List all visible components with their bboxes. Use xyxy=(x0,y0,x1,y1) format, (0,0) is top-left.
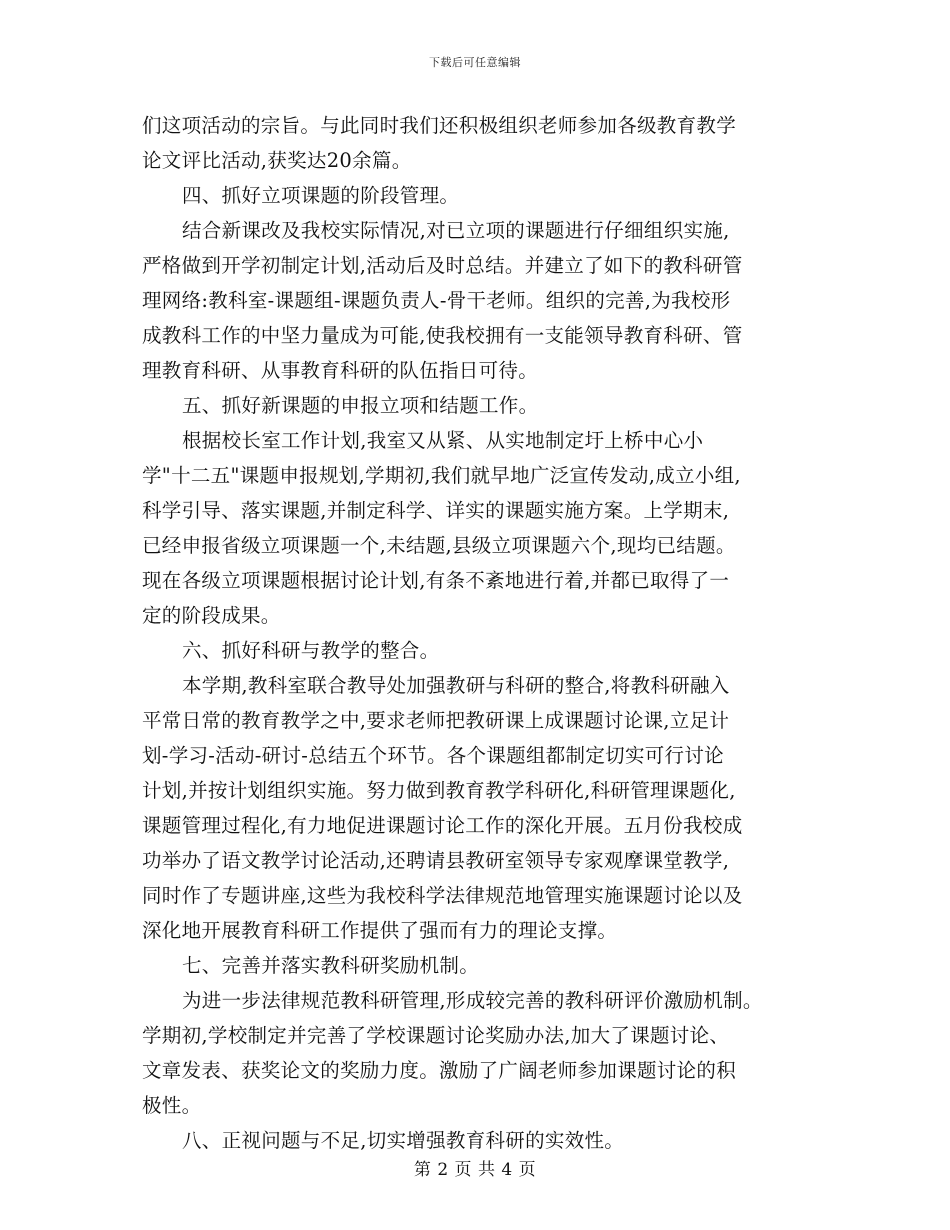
text-line: 科学引导、落实课题,并制定科学、详实的课题实施方案。上学期末, xyxy=(142,499,730,522)
text-line: 们这项活动的宗旨。与此同时我们还积极组织老师参加各级教育教学 xyxy=(142,114,737,137)
text-line: 八、正视问题与不足,切实增强教育科研的实效性。 xyxy=(182,1129,625,1152)
text-line: 现在各级立项课题根据讨论计划,有条不紊地进行着,并都已取得了一 xyxy=(142,569,730,592)
text-line: 根据校长室工作计划,我室又从紧、从实地制定圩上桥中心小 xyxy=(182,429,704,452)
text-line: 六、抓好科研与教学的整合。 xyxy=(182,639,440,662)
text-line: 七、完善并落实教科研奖励机制。 xyxy=(182,954,480,977)
text-line: 五、抓好新课题的申报立项和结题工作。 xyxy=(182,394,539,417)
text-line: 理教育科研、从事教育科研的队伍指日可待。 xyxy=(142,359,539,382)
document-body xyxy=(142,108,814,1158)
text-line: 学期初,学校制定并完善了学校课题讨论奖励办法,加大了课题讨论、 xyxy=(142,1024,730,1047)
text-line: 已经申报省级立项课题一个,未结题,县级立项课题六个,现均已结题。 xyxy=(142,534,736,557)
text-line: 为进一步法律规范教科研管理,形成较完善的教科研评价激励机制。 xyxy=(182,989,763,1012)
page-header: 下载后可任意编辑 xyxy=(429,56,521,69)
text-line: 平常日常的教育教学之中,要求老师把教研课上成课题讨论课,立足计 xyxy=(142,709,730,732)
text-line: 同时作了专题讲座,这些为我校科学法律规范地管理实施课题讨论以及 xyxy=(142,884,743,907)
text-line: 成教科工作的中坚力量成为可能,使我校拥有一支能领导教育科研、管 xyxy=(142,324,743,347)
text-line: 结合新课改及我校实际情况,对已立项的课题进行仔细组织实施, xyxy=(182,219,730,242)
text-line: 严格做到开学初制定计划,活动后及时总结。并建立了如下的教科研管 xyxy=(142,254,743,277)
text-line: 定的阶段成果。 xyxy=(142,604,281,627)
text-line: 极性。 xyxy=(142,1094,202,1117)
text-line: 论文评比活动,获奖达20余篇。 xyxy=(142,149,412,172)
text-line: 理网络:教科室-课题组-课题负责人-骨干老师。组织的完善,为我校形 xyxy=(142,289,731,312)
text-line: 学"十二五"课题申报规划,学期初,我们就早地广泛宣传发动,成立小组, xyxy=(142,464,741,487)
text-line: 文章发表、获奖论文的奖励力度。激励了广阔老师参加课题讨论的积 xyxy=(142,1059,737,1082)
text-line: 划-学习-活动-研讨-总结五个环节。各个课题组都制定切实可行讨论 xyxy=(142,744,724,767)
text-line: 课题管理过程化,有力地促进课题讨论工作的深化开展。五月份我校成 xyxy=(142,814,743,837)
text-line: 计划,并按计划组织实施。努力做到教育教学科研化,科研管理课题化, xyxy=(142,779,736,802)
text-line: 深化地开展教育科研工作提供了强而有力的理论支撑。 xyxy=(142,919,618,942)
text-line: 本学期,教科室联合教导处加强教研与科研的整合,将教科研融入 xyxy=(182,674,730,697)
text-line: 四、抓好立项课题的阶段管理。 xyxy=(182,184,460,207)
text-line: 功举办了语文教学讨论活动,还聘请县教研室领导专家观摩课堂教学, xyxy=(142,849,730,872)
page-number: 第 2 页 共 4 页 xyxy=(413,1160,537,1180)
